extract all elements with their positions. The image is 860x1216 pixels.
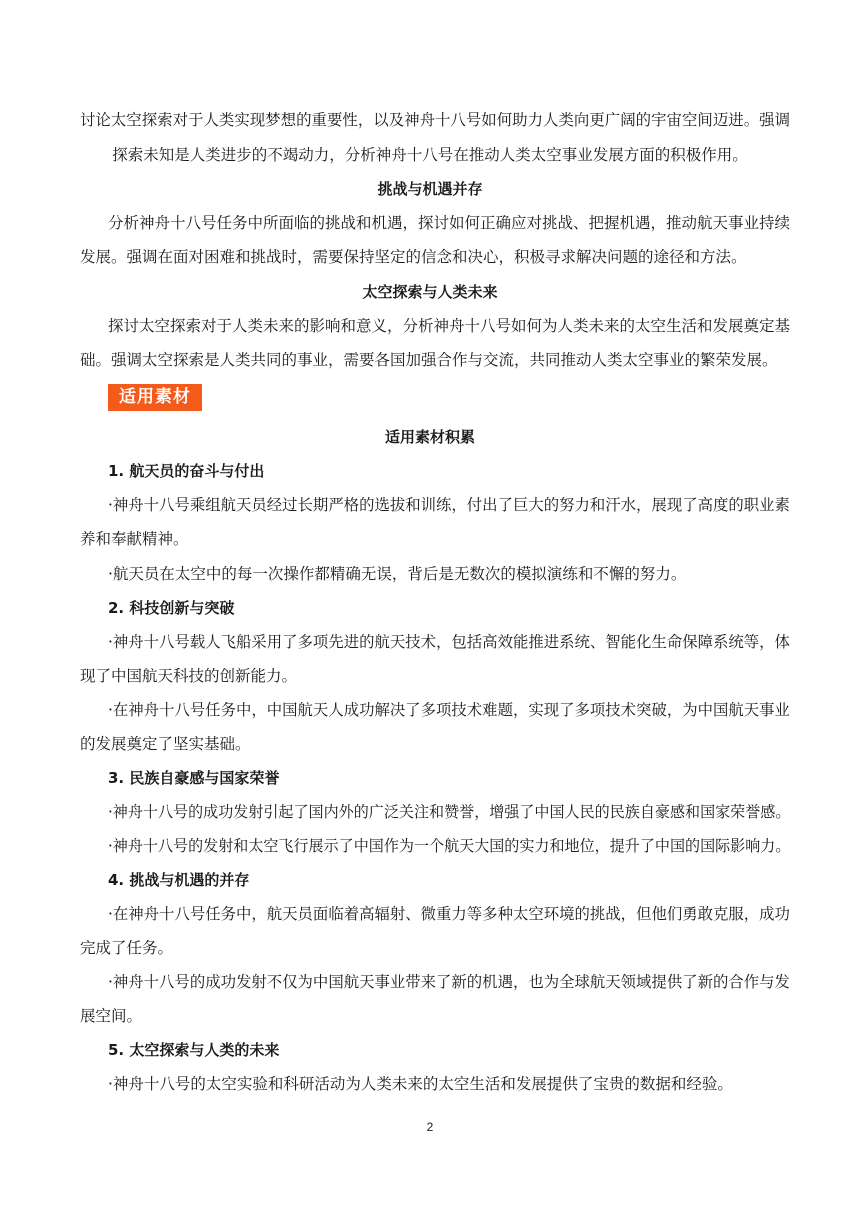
material-2-para-1-line-2: 现了中国航天科技的创新能力。 [80,667,298,685]
material-4-para-1-line-1: ·在神舟十八号任务中，航天员面临着高辐射、微重力等多种太空环境的挑战，但他们勇敢克服，成功 [108,905,790,923]
section1-line-1: 分析神舟十八号任务中所面临的挑战和机遇，探讨如何正确应对挑战、把握机遇，推动航天事业持续 [108,214,791,232]
section-heading-future: 太空探索与人类未来 [362,283,498,301]
material-2-para-2-line-2: 的发展奠定了坚实基础。 [80,735,251,753]
material-1-para-1-line-1: ·神舟十八号乘组航天员经过长期严格的选拔和训练，付出了巨大的努力和汗水，展现了高度的职业素 [108,496,790,514]
material-1-para-1-line-2: 养和奉献精神。 [80,530,189,548]
section2-line-1: 探讨太空探索对于人类未来的影响和意义，分析神舟十八号如何为人类未来的太空生活和发展奠定基 [108,317,791,335]
material-3-para-1: ·神舟十八号的成功发射引起了国内外的广泛关注和赞誉，增强了中国人民的民族自豪感和国家荣誉感。 [108,803,791,821]
material-4-para-1-line-2: 完成了任务。 [80,939,174,957]
intro-paragraph-line-1: 讨论太空探索对于人类实现梦想的重要性，以及神舟十八号如何助力人类向更广阔的宇宙空间迈进。强调 [80,111,791,129]
section1-line-2: 发展。强调在面对困难和挑战时，需要保持坚定的信念和决心，积极寻求解决问题的途径和方法。 [80,248,747,266]
section2-line-2: 础。强调太空探索是人类共同的事业，需要各国加强合作与交流，共同推动人类太空事业的繁荣发展。 [80,351,778,369]
applicable-material-tag: 适用素材 [108,384,202,411]
material-heading-1: 1. 航天员的奋斗与付出 [108,462,265,480]
material-heading-3: 3. 民族自豪感与国家荣誉 [108,769,280,787]
page-number: 2 [426,1120,434,1134]
materials-title: 适用素材积累 [384,428,475,446]
material-heading-2: 2. 科技创新与突破 [108,599,235,617]
material-5-para-1: ·神舟十八号的太空实验和科研活动为人类未来的太空生活和发展提供了宝贵的数据和经验。 [108,1075,733,1093]
material-heading-5: 5. 太空探索与人类的未来 [108,1041,280,1059]
material-heading-4: 4. 挑战与机遇的并存 [108,871,250,889]
material-4-para-2-line-1: ·神舟十八号的成功发射不仅为中国航天事业带来了新的机遇，也为全球航天领域提供了新的合作与发 [108,973,790,991]
material-1-para-2: ·航天员在太空中的每一次操作都精确无误，背后是无数次的模拟演练和不懈的努力。 [108,565,687,583]
material-2-para-2-line-1: ·在神舟十八号任务中，中国航天人成功解决了多项技术难题，实现了多项技术突破，为中国航天事业 [108,701,790,719]
section-heading-challenges: 挑战与机遇并存 [377,180,483,198]
material-3-para-2: ·神舟十八号的发射和太空飞行展示了中国作为一个航天大国的实力和地位，提升了中国的国际影响力。 [108,837,791,855]
material-2-para-1-line-1: ·神舟十八号载人飞船采用了多项先进的航天技术，包括高效能推进系统、智能化生命保障系统等，体 [108,633,790,651]
material-4-para-2-line-2: 展空间。 [80,1007,143,1025]
intro-paragraph-line-2: 探索未知是人类进步的不竭动力，分析神舟十八号在推动人类太空事业发展方面的积极作用。 [112,146,748,164]
